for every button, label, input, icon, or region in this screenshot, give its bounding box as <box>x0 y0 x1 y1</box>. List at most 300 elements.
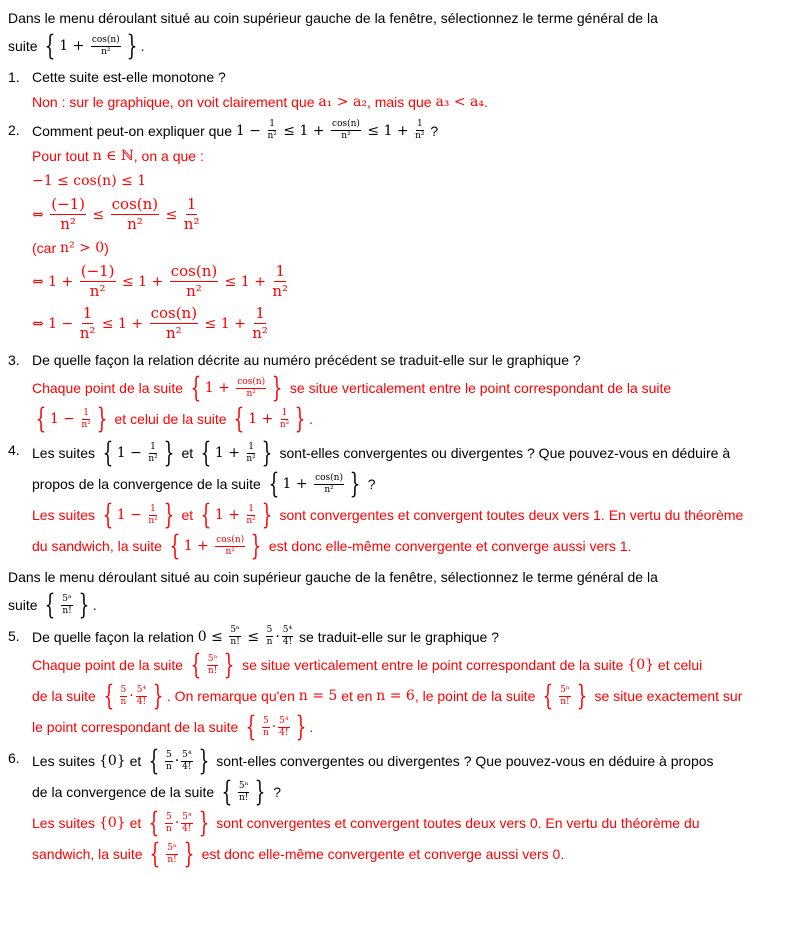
denominator: n <box>165 761 172 772</box>
text: suite <box>8 38 42 54</box>
denominator: 4! <box>282 637 293 647</box>
fraction <box>166 843 178 866</box>
fraction <box>181 750 192 773</box>
text-line <box>32 648 793 681</box>
math-expression: ≤ 1 + <box>117 273 168 290</box>
right-brace: } <box>163 498 174 531</box>
set-notation <box>230 402 309 435</box>
math-expression: 1 + <box>214 445 245 461</box>
math-expression: · <box>271 719 277 735</box>
left-brace: { <box>234 402 245 435</box>
item-number: 3. <box>8 352 20 368</box>
numerator: 5ⁿ <box>230 625 240 635</box>
instruction-1 <box>8 7 793 60</box>
math-expression: 0 ≤ <box>197 628 228 645</box>
denominator: n² <box>81 419 91 430</box>
question <box>32 349 793 371</box>
math-expression: ≤ <box>161 206 182 223</box>
text: et <box>125 815 146 831</box>
numerator: cos(n) <box>170 262 218 280</box>
left-brace: { <box>200 436 212 469</box>
text: se situe exactement sur <box>590 688 743 704</box>
text: . <box>309 719 314 735</box>
fraction <box>415 119 424 142</box>
set-notation <box>265 467 364 500</box>
text: Les suites <box>32 507 99 523</box>
math-expression: n ∈ ℕ <box>92 148 134 164</box>
numerator: 1 <box>150 503 156 514</box>
numerator: 5⁴ <box>279 715 289 726</box>
numerator: 1 <box>186 195 197 213</box>
denominator: n² <box>101 46 111 57</box>
item-body <box>32 346 793 436</box>
text-line <box>32 529 793 562</box>
math-expression: ≤ 1 + <box>220 273 271 290</box>
text: et <box>177 507 198 523</box>
denominator: 4! <box>182 823 192 834</box>
item-number: 4. <box>8 442 20 458</box>
text: se situe verticalement entre le point correspondant de la suite <box>238 657 628 673</box>
math-expression: {0} <box>98 815 126 831</box>
text: sont-elles convergentes ou divergentes ? Que pouvez-vous en déduire à <box>275 445 731 461</box>
fraction <box>246 442 255 465</box>
numerator: cos(n) <box>332 119 360 129</box>
text-line <box>8 566 793 588</box>
denominator: 4! <box>136 696 147 707</box>
denominator: n² <box>246 453 256 464</box>
math-expression: · <box>129 688 134 704</box>
question-item <box>8 346 793 436</box>
math-expression: ⇔ 1 + <box>32 273 78 290</box>
denominator: n <box>120 696 127 707</box>
left-brace: { <box>542 679 554 712</box>
math-expression: n = 6 <box>376 688 415 704</box>
right-brace: } <box>255 775 266 808</box>
text-line <box>32 371 793 404</box>
denominator: n² <box>341 131 351 141</box>
text: Les suites <box>32 753 99 769</box>
math-expression: n² > 0 <box>60 240 105 256</box>
instruction-2 <box>8 566 793 619</box>
denominator: n² <box>127 215 143 233</box>
numerator: cos(n) <box>91 34 120 45</box>
fraction <box>236 377 266 400</box>
numerator: cos(n) <box>150 304 198 322</box>
numerator: 5 <box>165 749 172 760</box>
fraction <box>278 716 289 739</box>
fraction <box>80 262 116 301</box>
right-brace: } <box>250 529 262 562</box>
set-notation <box>145 744 212 777</box>
numerator: cos(n) <box>111 195 159 213</box>
fraction <box>148 504 157 527</box>
left-brace: { <box>102 436 114 469</box>
denominator: n² <box>246 515 256 526</box>
numerator: 5 <box>262 715 269 726</box>
math-expression: −1 ≤ cos(n) ≤ 1 <box>32 173 147 189</box>
right-brace: } <box>152 679 164 712</box>
text: est donc elle-même convergente et converge aussi vers 1. <box>264 538 632 554</box>
denominator: n² <box>186 282 202 300</box>
fraction <box>165 812 173 835</box>
fraction <box>272 262 288 301</box>
text: . <box>309 411 313 427</box>
fraction <box>81 408 90 431</box>
fraction <box>91 35 121 58</box>
math-expression: · <box>174 815 180 831</box>
set-notation <box>187 648 238 681</box>
denominator: 4! <box>279 727 289 738</box>
item-number: 1. <box>8 69 20 85</box>
denominator: n² <box>165 324 182 342</box>
denominator: n! <box>167 854 177 865</box>
left-brace: { <box>245 710 257 743</box>
fraction <box>184 195 200 234</box>
set-notation <box>166 529 265 562</box>
right-brace: } <box>198 744 209 777</box>
text: de la convergence de la suite <box>32 784 219 800</box>
set-notation <box>539 679 590 712</box>
text: du sandwich, la suite <box>32 538 166 554</box>
numerator: cos(n) <box>237 376 266 387</box>
text: Dans le menu déroulant situé au coin supérieur gauche de la fenêtre, sélectionnez le terme général de la <box>8 569 658 585</box>
text: , le point de la suite <box>414 688 540 704</box>
numerator: 5 <box>120 684 127 695</box>
left-brace: { <box>268 467 279 500</box>
right-brace: } <box>163 436 174 469</box>
question <box>32 436 793 500</box>
right-brace: } <box>349 467 361 500</box>
text: et <box>177 445 198 461</box>
text: (car <box>32 240 60 256</box>
fraction <box>262 716 270 739</box>
denominator: n² <box>252 324 268 342</box>
numerator: 5ⁿ <box>560 684 570 695</box>
denominator: n <box>165 823 172 834</box>
numerator: 5ⁿ <box>167 842 177 853</box>
text-line <box>32 195 793 234</box>
left-brace: { <box>169 529 181 562</box>
right-brace: } <box>261 436 273 469</box>
question <box>32 66 793 88</box>
math-expression: · <box>174 753 180 769</box>
math-expression: 1 + <box>59 38 89 54</box>
fraction <box>120 685 128 708</box>
item-number: 5. <box>8 628 20 644</box>
denominator: n² <box>148 515 158 526</box>
denominator: n² <box>246 388 256 399</box>
numerator: 1 <box>82 304 93 322</box>
denominator: n² <box>148 453 158 464</box>
right-brace: } <box>294 402 306 435</box>
numerator: 1 <box>248 441 254 452</box>
math-expression: ≤ 1 + <box>97 315 148 332</box>
right-brace: } <box>576 679 588 712</box>
math-expression: 1 + <box>282 476 313 492</box>
numerator: 1 <box>281 407 288 418</box>
question-item <box>8 436 793 563</box>
text: ? <box>426 122 439 139</box>
fraction <box>331 119 361 142</box>
numerator: 5 <box>266 625 273 635</box>
set-notation <box>197 436 276 469</box>
right-brace: } <box>261 498 273 531</box>
item-body <box>32 744 793 871</box>
fraction <box>215 535 245 558</box>
math-expression: 1 − <box>49 411 80 427</box>
text-line <box>32 349 793 371</box>
math-expression: 1 + <box>214 507 245 523</box>
math-expression: · <box>275 628 280 645</box>
text: et celui <box>654 657 703 673</box>
text: ? <box>269 784 281 800</box>
text: , mais que <box>366 94 436 110</box>
left-brace: { <box>103 679 114 712</box>
text-line <box>32 679 793 712</box>
text: de la suite <box>32 688 100 704</box>
numerator: 5ⁿ <box>207 653 218 664</box>
denominator: n² <box>279 419 290 430</box>
text: et <box>125 753 146 769</box>
denominator: n² <box>324 484 334 495</box>
fraction <box>559 685 571 708</box>
text-line <box>32 304 793 343</box>
denominator: n <box>266 637 273 647</box>
denominator: n² <box>415 131 425 141</box>
math-expression: ≤ 1 + <box>200 315 251 332</box>
fraction <box>170 262 219 301</box>
fraction <box>314 473 344 496</box>
numerator: (−1) <box>80 262 115 280</box>
text: ? <box>363 476 376 492</box>
text-line <box>32 91 793 113</box>
left-brace: { <box>190 371 202 404</box>
fraction <box>266 625 274 648</box>
numerator: 5⁴ <box>282 625 293 635</box>
math-expression: 1 + <box>248 411 278 427</box>
question-list-1 <box>8 63 793 563</box>
fraction <box>148 442 157 465</box>
numerator: 5ⁿ <box>62 593 72 604</box>
answer <box>32 648 793 743</box>
fraction <box>111 195 160 234</box>
question-item <box>8 63 793 116</box>
fraction <box>181 812 192 835</box>
set-notation <box>242 710 309 743</box>
text-line <box>32 237 793 259</box>
question <box>32 625 793 648</box>
right-brace: } <box>96 402 108 435</box>
math-expression: 1 − <box>116 507 147 523</box>
left-brace: { <box>35 402 47 435</box>
text-line <box>32 119 793 142</box>
item-body <box>32 622 793 744</box>
question <box>32 119 793 142</box>
denominator: n² <box>272 282 289 300</box>
numerator: cos(n) <box>216 534 245 545</box>
text-line <box>32 436 793 469</box>
left-brace: { <box>190 648 202 681</box>
text-line <box>8 588 793 621</box>
text: Cette suite est-elle monotone ? <box>32 69 226 85</box>
fraction <box>150 304 199 343</box>
right-brace: } <box>183 837 195 870</box>
left-brace: { <box>45 588 56 621</box>
text-line <box>32 837 793 870</box>
numerator: 1 <box>248 503 254 514</box>
fraction <box>61 594 73 617</box>
text: , on a que : <box>133 148 204 164</box>
math-expression: 1 − <box>116 445 147 461</box>
text-line <box>32 262 793 301</box>
text: De quelle façon la relation décrite au numéro précédent se traduit-elle sur le graphique ? <box>32 352 581 368</box>
numerator: 5⁴ <box>136 684 147 695</box>
set-notation <box>187 371 286 404</box>
set-notation <box>99 498 178 531</box>
denominator: n² <box>79 324 96 342</box>
text: Non : sur le graphique, on voit clairement que <box>32 94 319 110</box>
text: ) <box>104 240 109 256</box>
numerator: 5⁴ <box>182 811 192 822</box>
fraction <box>280 408 289 431</box>
text: Chaque point de la suite <box>32 657 187 673</box>
item-number: 2. <box>8 122 20 138</box>
math-expression: ≤ <box>88 206 109 223</box>
question-item <box>8 622 793 744</box>
numerator: (−1) <box>51 195 86 213</box>
math-expression: 1 + <box>183 538 214 554</box>
question-item <box>8 116 793 346</box>
text-line <box>32 744 793 777</box>
text: . <box>92 597 97 613</box>
set-notation <box>99 436 178 469</box>
right-brace: } <box>78 588 90 621</box>
set-notation <box>197 498 276 531</box>
text: sont convergentes et convergent toutes deux vers 0. En vertu du théorème du <box>212 815 700 831</box>
math-expression: {0} <box>98 753 126 769</box>
numerator: 1 <box>83 407 89 418</box>
right-brace: } <box>198 806 209 839</box>
text: Chaque point de la suite <box>32 380 187 396</box>
question-item <box>8 744 793 871</box>
text: . <box>484 94 488 110</box>
text-line <box>32 467 793 500</box>
answer <box>32 91 793 113</box>
left-brace: { <box>221 775 233 808</box>
fraction <box>165 750 173 773</box>
denominator: 4! <box>182 761 192 772</box>
text: Dans le menu déroulant situé au coin supérieur gauche de la fenêtre, sélectionnez le terme général de la <box>8 10 658 26</box>
numerator: 1 <box>150 441 156 452</box>
denominator: n! <box>230 637 240 647</box>
fraction <box>267 119 276 142</box>
denominator: n² <box>225 546 235 557</box>
denominator: n! <box>238 792 249 803</box>
text: Comment peut-on expliquer que <box>32 122 236 139</box>
item-body <box>32 63 793 116</box>
text: sandwich, la suite <box>32 846 147 862</box>
answer <box>32 498 793 562</box>
text: suite <box>8 597 42 613</box>
set-notation <box>32 402 111 435</box>
text-line <box>32 710 793 743</box>
text-line <box>32 145 793 167</box>
set-notation <box>100 679 167 712</box>
answer <box>32 145 793 343</box>
right-brace: } <box>295 710 306 743</box>
fraction <box>238 781 250 804</box>
text-line <box>32 66 793 88</box>
text: De quelle façon la relation <box>32 628 198 645</box>
text: . <box>140 38 145 54</box>
text: se situe verticalement entre le point correspondant de la suite <box>286 380 672 396</box>
fraction <box>136 685 147 708</box>
question <box>32 744 793 808</box>
math-expression: a₃ < a₄ <box>435 94 484 110</box>
math-expression: 1 + <box>204 380 235 396</box>
item-body <box>32 436 793 563</box>
text-line <box>32 402 793 435</box>
math-expression: a₁ > a₂ <box>318 94 367 110</box>
denominator: n² <box>183 215 200 233</box>
right-brace: } <box>271 371 283 404</box>
fraction <box>252 304 268 343</box>
text-line <box>32 498 793 531</box>
left-brace: { <box>200 498 212 531</box>
numerator: 5 <box>165 811 172 822</box>
set-notation <box>146 837 197 870</box>
left-brace: { <box>45 29 56 62</box>
text-line <box>32 806 793 839</box>
text-line <box>32 170 793 192</box>
denominator: n² <box>267 131 277 141</box>
text: et celui de la suite <box>110 411 231 427</box>
text-line <box>32 775 793 808</box>
text: est donc elle-même convergente et converge aussi vers 0. <box>197 846 565 862</box>
denominator: n! <box>560 696 570 707</box>
text: Pour tout <box>32 148 93 164</box>
left-brace: { <box>149 837 161 870</box>
math-expression: n = 5 <box>298 688 338 704</box>
numerator: 5⁴ <box>182 749 192 760</box>
set-notation <box>145 806 212 839</box>
set-notation <box>41 29 140 62</box>
text: se traduit-elle sur le graphique ? <box>295 628 500 645</box>
right-brace: } <box>223 648 235 681</box>
text: sont convergentes et convergent toutes deux vers 1. En vertu du théorème <box>275 507 744 523</box>
fraction <box>80 304 96 343</box>
denominator: n² <box>60 215 76 233</box>
numerator: 1 <box>255 304 265 322</box>
numerator: 1 <box>416 119 423 129</box>
text: Les suites <box>32 445 99 461</box>
text-line <box>8 7 793 29</box>
left-brace: { <box>148 806 160 839</box>
right-brace: } <box>126 29 138 62</box>
math-expression: 1 − <box>235 122 266 139</box>
fraction <box>282 625 293 648</box>
denominator: n <box>262 727 269 738</box>
fraction <box>229 625 241 648</box>
item-number: 6. <box>8 750 20 766</box>
left-brace: { <box>148 744 160 777</box>
text: propos de la convergence de la suite <box>32 476 265 492</box>
numerator: 1 <box>275 262 285 280</box>
numerator: 5ⁿ <box>238 780 249 791</box>
text: le point correspondant de la suite <box>32 719 243 735</box>
question-list-2 <box>8 622 793 871</box>
math-expression: ≤ 1 + <box>278 122 330 139</box>
